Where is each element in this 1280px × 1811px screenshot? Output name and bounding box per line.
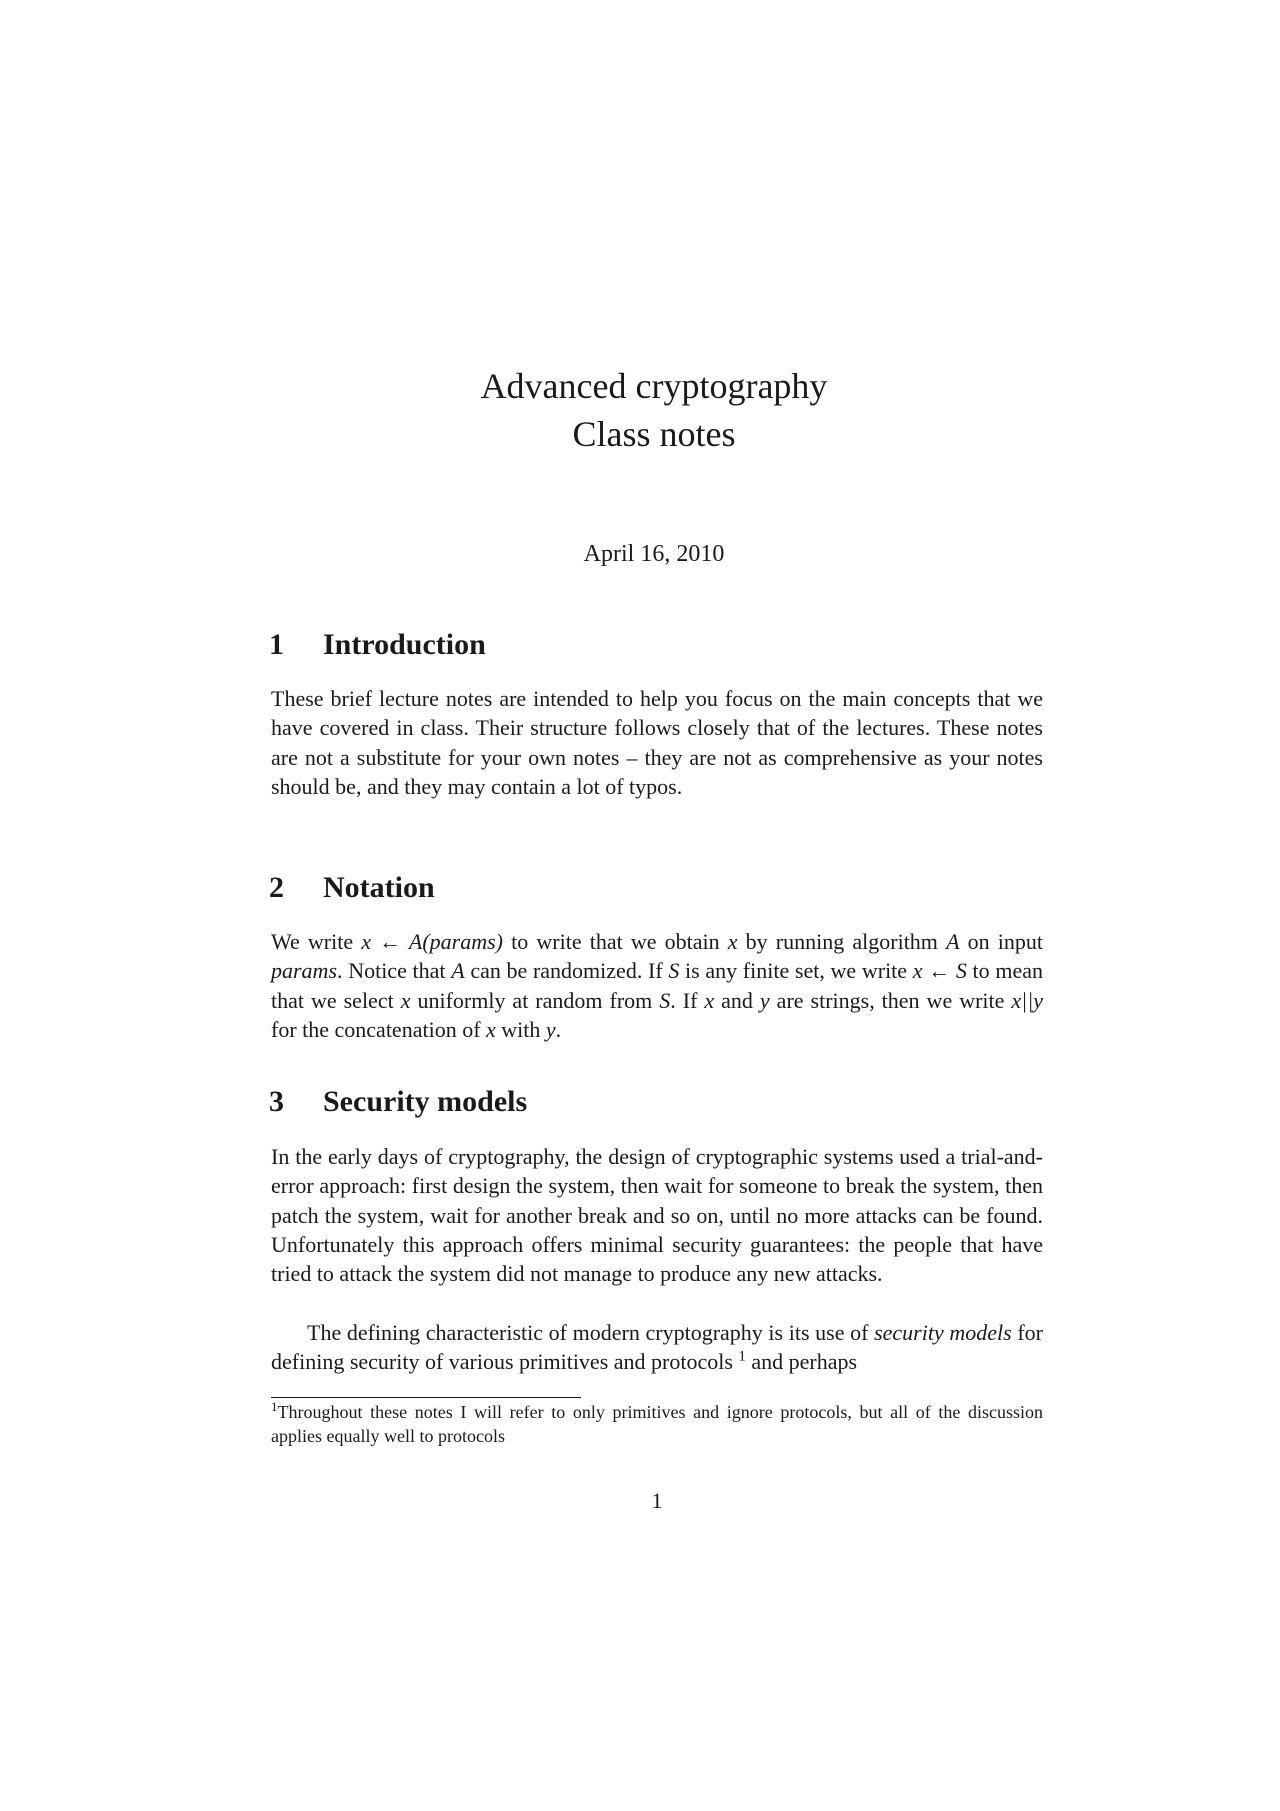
text-run: . [555,1016,562,1042]
text-run: and [714,987,760,1013]
footnote-text: Throughout these notes I will refer to only primitives and ignore protocols, but all of the discussion applies equally well to protocols [271,1402,1043,1446]
math-run: y [759,987,770,1013]
text-run: uniformly at random from [410,987,660,1013]
text-run: . Notice that [337,958,452,984]
section-title: Notation [323,871,435,904]
section-number: 3 [269,1085,284,1118]
title-line-1: Advanced cryptography [480,366,828,406]
security-models-paragraph-1: In the early days of cryptography, the design of cryptographic systems used a trial-and-error approach: first design the system, then wait for someone to break the system, then patch the system, wait for another break and so on, until no more attacks can be found. Unfortunately this approach offers minimal security guarantees: the people that have tried to attack the system did not manage to produce any new attacks. [271,1144,1043,1287]
section-heading-notation [269,869,1049,907]
section-heading-security-models [269,1083,1049,1121]
math-run: x ← A(params) [361,929,503,954]
math-run: x [486,1016,496,1042]
text-run: to write that we obtain [503,929,728,954]
footnote [271,1400,1043,1448]
math-run: params [271,958,338,984]
text-run: can be randomized. If [464,958,669,984]
math-run: A [451,958,465,984]
text-run: and perhaps [745,1349,858,1375]
text-run: for the concatenation of [271,1016,487,1042]
math-run: S [668,958,680,984]
text-run: with [495,1016,546,1042]
text-run: to mean that we select [271,958,1043,1013]
notation-paragraph [271,927,1043,1044]
security-models-paragraph-2 [271,1318,1043,1377]
text-run: for defining security of various primitives and protocols [271,1320,1043,1375]
section-title: Introduction [323,628,486,661]
math-run: x||y [1011,987,1044,1013]
text-run: are strings, then we write [769,987,1012,1013]
math-run: S [659,987,671,1013]
text-run: on input [959,929,1044,954]
math-run: A [946,929,960,954]
footnote-divider [271,1397,581,1398]
footnote-mark: 1 [271,1399,278,1414]
text-run: by running algorithm [737,929,947,954]
math-run: x [400,987,411,1013]
introduction-paragraph: These brief lecture notes are intended to help you focus on the main concepts that we have covered in class. Their structure follows closely that of the lectures. These notes are not a substitute for your own notes – they are not as comprehensive as your notes should be, and they may contain a lot of typos. [271,686,1043,799]
section-number: 1 [269,628,284,661]
math-run: x ← S [912,958,967,984]
section-title: Security models [323,1085,528,1118]
text-run: . If [670,987,705,1013]
math-run: y [545,1016,556,1042]
section-number: 2 [269,871,284,904]
text-run: We write [271,929,362,954]
emphasis-run: security models [874,1320,1012,1345]
text-run: is any finite set, we write [679,958,913,984]
title-line-2: Class notes [572,414,736,454]
text-run: The defining characteristic of modern cryptography is its use of [307,1320,875,1345]
document-title [0,362,1280,458]
math-run: x [704,987,715,1013]
footnote-reference[interactable]: 1 [738,1348,746,1365]
document-date: April 16, 2010 [583,541,725,567]
math-run: x [727,929,738,954]
page-number: 1 [651,1488,663,1513]
section-heading-introduction [269,626,1049,664]
